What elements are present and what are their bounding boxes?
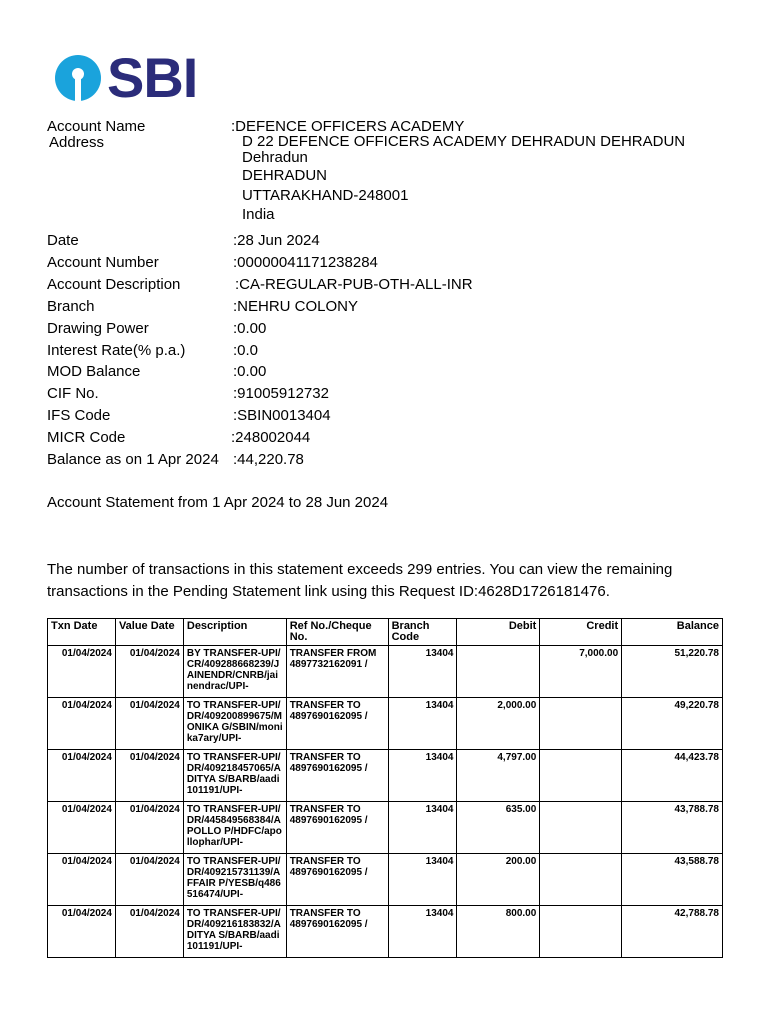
- cell-txn-date: 01/04/2024: [48, 854, 116, 906]
- address-label: Address: [49, 134, 105, 151]
- detail-value: :28 Jun 2024: [233, 232, 320, 249]
- cell-ref-no: TRANSFER TO 4897690162095 /: [286, 750, 388, 802]
- cell-value-date: 01/04/2024: [115, 698, 183, 750]
- cell-ref-no: TRANSFER TO 4897690162095 /: [286, 906, 388, 958]
- address-value: [242, 134, 685, 224]
- table-row: [48, 906, 723, 958]
- address-line: Dehradun: [242, 149, 308, 166]
- cell-ref-no: TRANSFER TO 4897690162095 /: [286, 802, 388, 854]
- sbi-logo: [55, 46, 198, 109]
- cell-branch-code: 13404: [388, 854, 457, 906]
- header-description: Description: [183, 619, 286, 646]
- cell-value-date: 01/04/2024: [115, 646, 183, 698]
- cell-balance: 44,423.78: [622, 750, 723, 802]
- table-row: [48, 750, 723, 802]
- cell-debit: 800.00: [457, 906, 540, 958]
- table-header-row: [48, 619, 723, 646]
- cell-credit: [540, 854, 622, 906]
- detail-label: MICR Code: [47, 429, 126, 446]
- cell-credit: [540, 750, 622, 802]
- detail-value: :248002044: [231, 429, 311, 446]
- header-credit: Credit: [540, 619, 622, 646]
- address-line: UTTARAKHAND-248001: [242, 187, 409, 204]
- cell-value-date: 01/04/2024: [115, 750, 183, 802]
- detail-value: :NEHRU COLONY: [233, 298, 359, 315]
- cell-txn-date: 01/04/2024: [48, 750, 116, 802]
- address-line: India: [242, 206, 275, 223]
- detail-label: MOD Balance: [47, 363, 141, 380]
- cell-value-date: 01/04/2024: [115, 854, 183, 906]
- cell-balance: 49,220.78: [622, 698, 723, 750]
- detail-value: :91005912732: [233, 385, 329, 402]
- table-row: [48, 854, 723, 906]
- detail-value: :44,220.78: [233, 451, 304, 468]
- cell-balance: 51,220.78: [622, 646, 723, 698]
- cell-txn-date: 01/04/2024: [48, 646, 116, 698]
- cell-branch-code: 13404: [388, 906, 457, 958]
- cell-ref-no: TRANSFER TO 4897690162095 /: [286, 854, 388, 906]
- header-value-date: Value Date: [115, 619, 183, 646]
- detail-label: CIF No.: [47, 385, 99, 402]
- sbi-logo-text: SBI: [107, 46, 198, 109]
- detail-value: :0.0: [233, 342, 259, 359]
- detail-label: Balance as on 1 Apr 2024: [47, 451, 219, 468]
- cell-txn-date: 01/04/2024: [48, 802, 116, 854]
- cell-value-date: 01/04/2024: [115, 802, 183, 854]
- cell-description: TO TRANSFER-UPI/DR/409215731139/AFFAIR P/YESB/q486516474/UPI-: [183, 854, 286, 906]
- detail-value: :00000041171238284: [233, 254, 378, 271]
- cell-debit: 2,000.00: [457, 698, 540, 750]
- transactions-table: [47, 618, 723, 958]
- address-line: D 22 DEFENCE OFFICERS ACADEMY DEHRADUN DEHRADUN: [242, 133, 686, 150]
- cell-credit: 7,000.00: [540, 646, 622, 698]
- header-debit: Debit: [457, 619, 540, 646]
- cell-credit: [540, 906, 622, 958]
- cell-branch-code: 13404: [388, 802, 457, 854]
- header-txn-date: Txn Date: [48, 619, 116, 646]
- header-balance: Balance: [622, 619, 723, 646]
- cell-debit: 635.00: [457, 802, 540, 854]
- detail-label: Interest Rate(% p.a.): [47, 342, 186, 359]
- cell-description: BY TRANSFER-UPI/CR/409288668239/JAINENDR/CNRB/jainendrac/UPI-: [183, 646, 286, 698]
- detail-label: Branch: [47, 298, 95, 315]
- sbi-logo-icon: [55, 55, 101, 101]
- account-name-value: :DEFENCE OFFICERS ACADEMY: [231, 118, 465, 135]
- cell-balance: 43,588.78: [622, 854, 723, 906]
- statement-period: Account Statement from 1 Apr 2024 to 28 Jun 2024: [47, 494, 389, 511]
- cell-balance: 42,788.78: [622, 906, 723, 958]
- detail-label: Date: [47, 232, 79, 249]
- detail-value: :SBIN0013404: [233, 407, 331, 424]
- cell-branch-code: 13404: [388, 750, 457, 802]
- cell-ref-no: TRANSFER TO 4897690162095 /: [286, 698, 388, 750]
- cell-description: TO TRANSFER-UPI/DR/409216183832/ADITYA S/BARB/aadi101191/UPI-: [183, 906, 286, 958]
- detail-label: Drawing Power: [47, 320, 149, 337]
- cell-ref-no: TRANSFER FROM 4897732162091 /: [286, 646, 388, 698]
- cell-branch-code: 13404: [388, 698, 457, 750]
- cell-txn-date: 01/04/2024: [48, 906, 116, 958]
- cell-credit: [540, 802, 622, 854]
- cell-credit: [540, 698, 622, 750]
- cell-debit: 200.00: [457, 854, 540, 906]
- cell-branch-code: 13404: [388, 646, 457, 698]
- cell-description: TO TRANSFER-UPI/DR/445849568384/APOLLO P/HDFC/apollophar/UPI-: [183, 802, 286, 854]
- cell-debit: [457, 646, 540, 698]
- detail-label: Account Description: [47, 276, 181, 293]
- cell-value-date: 01/04/2024: [115, 906, 183, 958]
- detail-value: :0.00: [233, 320, 267, 337]
- cell-description: TO TRANSFER-UPI/DR/409218457065/ADITYA S/BARB/aadi101191/UPI-: [183, 750, 286, 802]
- header-branch-code: Branch Code: [388, 619, 457, 646]
- detail-value: :CA-REGULAR-PUB-OTH-ALL-INR: [235, 276, 473, 293]
- pending-statement-notice: The number of transactions in this statement exceeds 299 entries. You can view the remaining transactions in the Pending Statement link using this Request ID:4628D1726181476.: [47, 561, 673, 600]
- table-row: [48, 698, 723, 750]
- address-line: DEHRADUN: [242, 167, 328, 184]
- header-ref-no: Ref No./Cheque No.: [286, 619, 388, 646]
- table-row: [48, 646, 723, 698]
- cell-description: TO TRANSFER-UPI/DR/409200899675/MONIKA G/SBIN/monika7ary/UPI-: [183, 698, 286, 750]
- account-name-label: Account Name: [47, 118, 146, 135]
- table-row: [48, 802, 723, 854]
- detail-label: Account Number: [47, 254, 159, 271]
- cell-debit: 4,797.00: [457, 750, 540, 802]
- cell-balance: 43,788.78: [622, 802, 723, 854]
- cell-txn-date: 01/04/2024: [48, 698, 116, 750]
- detail-value: :0.00: [233, 363, 267, 380]
- detail-label: IFS Code: [47, 407, 111, 424]
